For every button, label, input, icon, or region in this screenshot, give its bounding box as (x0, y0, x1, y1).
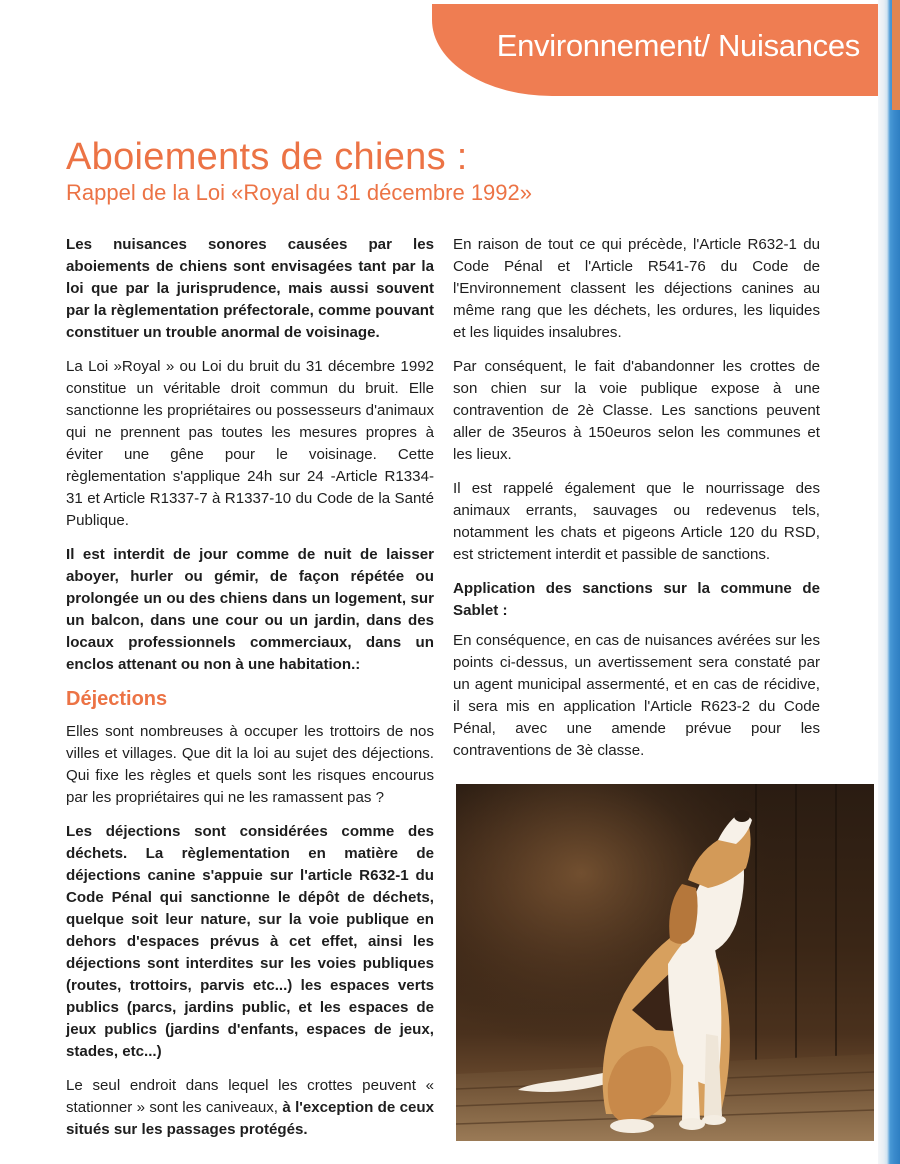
article-subtitle: Rappel de la Loi «Royal du 31 décembre 1992» (66, 180, 532, 205)
right-column (453, 234, 820, 774)
raison-paragraph: En raison de tout ce qui précède, l'Article R632-1 du Code Pénal et l'Article R541-76 du Code de l'Environnement classent les déjections canines au même rang que les déchets, les ordures, les liquides et les liquides insalubres. (453, 236, 820, 341)
application-heading: Application des sanctions sur la commune de Sablet : (453, 580, 820, 619)
section-banner-label: Environnement/ Nuisances (496, 28, 860, 63)
dejections-rules-paragraph: Les déjections sont considérées comme des déchets. La règlementation en matière de déjections canine s'appuie sur l'article R632-1 du Code Pénal qui sanctionne le dépôt de déchets, quelque soit leur nature, sur la voie publique en dehors d'espaces prévus à cet effet, ainsi les déjections sont interdites sur les voies publiques (routes, trottoirs, parvis etc...) les espaces verts publics (parcs, jardins public, et les espaces de jeux publics (jardins d'enfants, espaces de jeux, stades, etc...) (66, 823, 434, 1060)
consequence-paragraph: En conséquence, en cas de nuisances avérées sur les points ci-dessus, un avertissement sera constaté par un agent municipal assermenté, et en cas de récidive, il sera mis en application l'Article R623-2 du Code Pénal, avec une amende prévue pour les contraventions de 3è classe. (453, 632, 820, 759)
dejections-intro-paragraph: Elles sont nombreuses à occuper les trottoirs de nos villes et villages. Que dit la loi au sujet des déjections. Qui fixe les règles et quels sont les risques encourus par les propriétaires qui ne les ramassent pas ? (66, 723, 434, 806)
consequent-paragraph: Par conséquent, le fait d'abandonner les crottes de son chien sur la voie publique expose à une contravention de 2è Classe. Les sanctions peuvent aller de 35euros à 150euros selon les communes et les lieux. (453, 358, 820, 463)
page-edge (878, 0, 900, 1164)
article-title: Aboiements de chiens : (66, 136, 468, 178)
loi-royal-paragraph: La Loi »Royal » ou Loi du bruit du 31 décembre 1992 constitue un véritable droit commun du bruit. Elle sanctionne les propriétaires ou possesseurs d'animaux qui ne prennent pas toutes les mesures propres à éviter une gêne pour le voisinage. Cette règlementation s'applique 24h sur 24 -Article R1334-31 et Article R1337-7 à R1337-10 du Code de la Santé Publique. (66, 358, 434, 529)
section-banner (432, 4, 878, 96)
beagle-photo (456, 784, 874, 1141)
left-column (66, 234, 434, 1153)
dejections-heading: Déjections (66, 688, 168, 710)
caniveaux-text: Le seul endroit dans lequel les crottes peuvent « stationner » sont les caniveaux, (66, 1077, 434, 1116)
caniveaux-exception-text: à l'exception de ceux situés sur les passages protégés. (66, 1099, 434, 1138)
nourrissage-paragraph: Il est rappelé également que le nourrissage des animaux errants, sauvages ou redevenus tels, notamment les chats et pigeons Article 120 du RSD, est strictement interdit et passible de sanctions. (453, 480, 820, 563)
page-edge-strip (892, 0, 900, 110)
intro-paragraph: Les nuisances sonores causées par les aboiements de chiens sont envisagées tant par la loi que par la jurisprudence, mais aussi souvent par la règlementation préfectorale, comme pouvant constituer un trouble anormal de voisinage. (66, 236, 434, 341)
caniveaux-paragraph (66, 1075, 434, 1141)
interdiction-paragraph: Il est interdit de jour comme de nuit de laisser aboyer, hurler ou gémir, de façon répétée ou prolongée un ou des chiens dans un logement, sur un balcon, dans une cour ou un jardin, dans des locaux professionnels commerciaux, dans un enclos attenant ou non à une habitation.: (66, 546, 434, 673)
beagle-illustration (456, 784, 874, 1141)
